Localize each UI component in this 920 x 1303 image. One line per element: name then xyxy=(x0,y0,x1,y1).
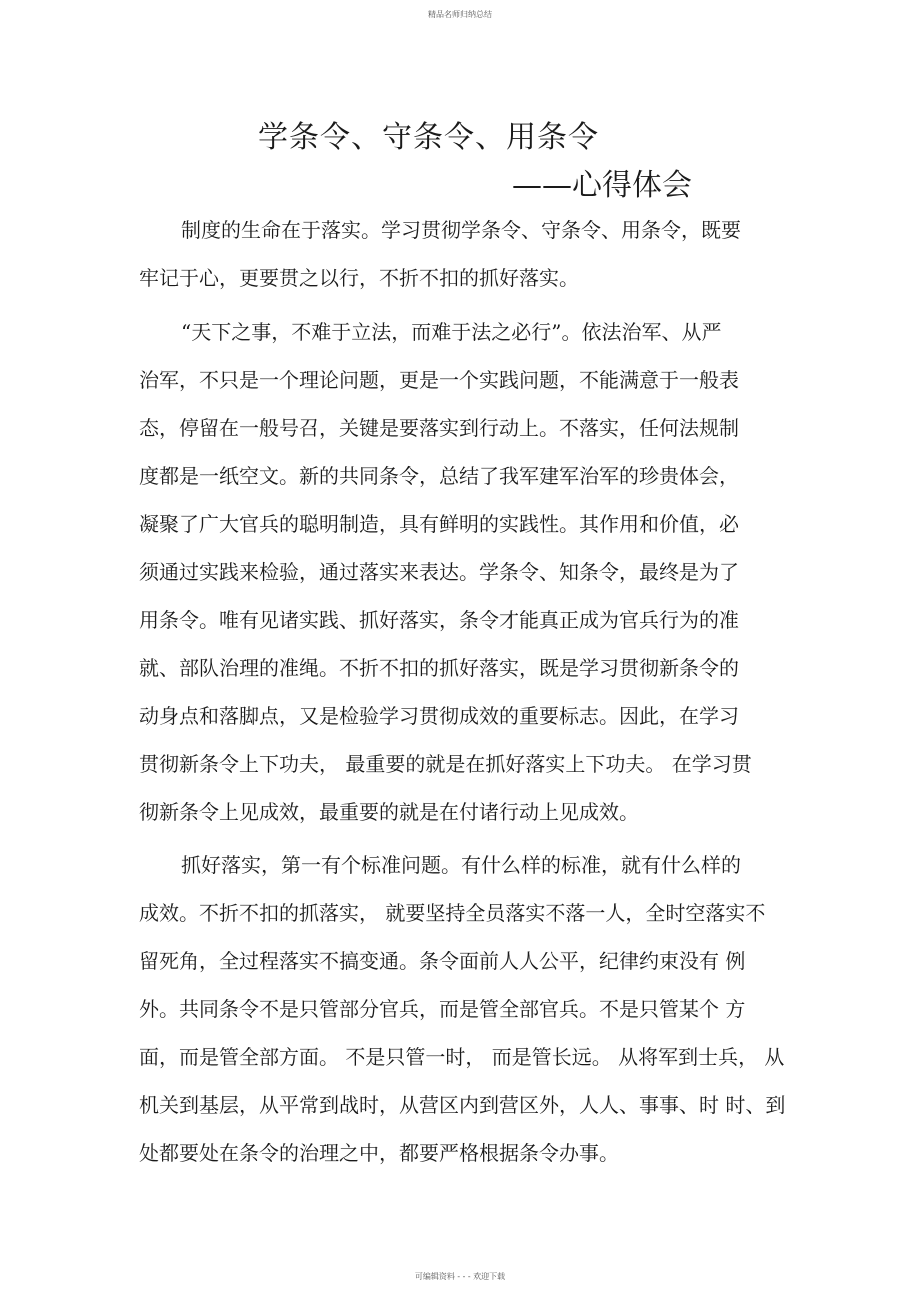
paragraph-2-line-6: 须通过实践来检验，通过落实来表达。学条令、知条令，最终是为了 xyxy=(139,560,739,584)
paragraph-2-line-7: 用条令。唯有见诸实践、抓好落实，条令才能真正成为官兵行为的准 xyxy=(139,608,739,632)
paragraph-2-line-9: 动身点和落脚点，又是检验学习贯彻成效的重要标志。因此，在学习 xyxy=(139,704,739,728)
paragraph-1-line-1: 制度的生命在于落实。学习贯彻学条令、守条令、用条令，既要 xyxy=(181,218,741,242)
paragraph-3-line-6: 机关到基层，从平常到战时，从营区内到营区外，人人、事事、时 时、到 xyxy=(139,1093,786,1117)
page-header-note: 精品名师归纳总结 xyxy=(428,10,492,19)
paragraph-2-line-3: 态，停留在一般号召，关键是要落实到行动上。不落实，任何法规制 xyxy=(139,416,739,440)
paragraph-3-line-3: 留死角，全过程落实不搞变通。条令面前人人公平，纪律约束没有 例 xyxy=(139,949,746,973)
paragraph-2-line-11: 彻新条令上见成效，最重要的就是在付诸行动上见成效。 xyxy=(139,800,639,824)
paragraph-3-line-4: 外。共同条令不是只管部分官兵，而是管全部官兵。不是只管某个 方 xyxy=(139,997,746,1021)
paragraph-1-line-2: 牢记于心，更要贯之以行，不折不扣的抓好落实。 xyxy=(139,266,579,290)
paragraph-2-line-8: 就、部队治理的准绳。不折不扣的抓好落实，既是学习贯彻新条令的 xyxy=(139,656,739,680)
page-footer-note: 可编辑资料 - - - 欢迎下载 xyxy=(414,1272,506,1281)
paragraph-3-line-5: 面，而是管全部方面。 不是只管一时， 而是管长远。 从将军到士兵， 从 xyxy=(139,1045,785,1069)
paragraph-3-line-7: 处都要处在条令的治理之中，都要严格根据条令办事。 xyxy=(139,1141,619,1165)
paragraph-3-line-2: 成效。不折不扣的抓落实， 就要坚持全员落实不落一人，全时空落实不 xyxy=(139,901,766,925)
paragraph-2-line-1: “天下之事，不难于立法，而难于法之必行”。依法治军、从严 xyxy=(181,320,722,344)
document-subtitle: ——心得体会 xyxy=(512,168,692,203)
paragraph-3-line-1: 抓好落实，第一有个标准问题。有什么样的标准，就有什么样的 xyxy=(181,853,741,877)
paragraph-2-line-5: 凝聚了广大官兵的聪明制造，具有鲜明的实践性。其作用和价值，必 xyxy=(139,512,739,536)
paragraph-2-line-10: 贯彻新条令上下功夫， 最重要的就是在抓好落实上下功夫。 在学习贯 xyxy=(139,752,752,776)
paragraph-2-line-2: 治军，不只是一个理论问题，更是一个实践问题，不能满意于一般表 xyxy=(139,368,739,392)
document-title: 学条令、守条令、用条令 xyxy=(258,120,599,155)
paragraph-2-line-4: 度都是一纸空文。新的共同条令，总结了我军建军治军的珍贵体会， xyxy=(139,464,739,488)
